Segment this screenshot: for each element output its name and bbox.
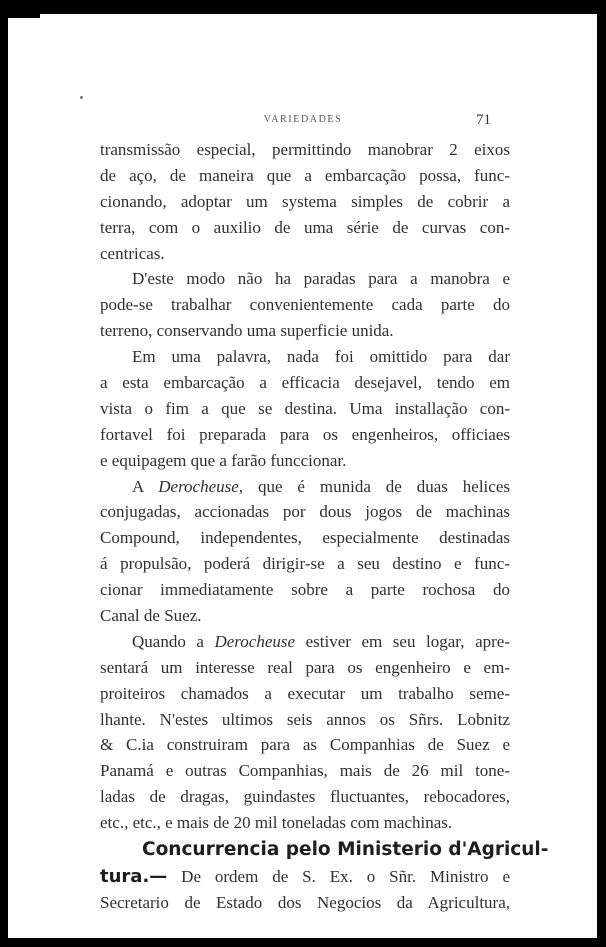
text-line: Compound, independentes, especialmente destinadas <box>100 528 510 548</box>
text-line: Secretario de Estado dos Negocios da Agricultura, <box>100 892 510 912</box>
scan-speck <box>80 96 83 99</box>
ship-name: Derocheuse <box>214 631 296 651</box>
scan-border-left <box>0 0 8 947</box>
text-line: lhante. N'estes ultimos seis annos os Sñrs. Lobnitz <box>100 709 510 729</box>
text-line: pode-se trabalhar convenientemente cada parte do <box>100 295 510 315</box>
text-line: vista o fim a que se destina. Uma installação con- <box>100 398 510 418</box>
text-line: D'este modo não ha paradas para a manobra e <box>132 269 510 289</box>
text-line: e equipagem que a farão funccionar. <box>100 450 347 470</box>
text-line: á propulsão, poderá dirigir-se a seu destino e func- <box>100 554 510 574</box>
text-run: que é munida de duas helices <box>243 476 510 496</box>
text-line: ladas de dragas, guindastes fluctuantes, rebocadores, <box>100 787 510 807</box>
text-line: terreno, conservando uma superficie unida. <box>100 321 394 341</box>
text-line: Em uma palavra, nada foi omittido para dar <box>132 347 510 367</box>
text-line <box>100 629 510 655</box>
text-line: fortavel foi preparada para os engenheiros, officiaes <box>100 424 510 444</box>
text-line: terra, com o auxilio de uma série de curvas con- <box>100 217 510 237</box>
running-head: VARIEDADES <box>263 114 343 125</box>
scan-border-top <box>0 0 606 14</box>
text-line: a esta embarcação a efficacia desejavel, tendo em <box>100 373 510 393</box>
text-line <box>100 864 510 890</box>
text-line: sentará um interesse real para os engenheiro e em- <box>100 657 510 677</box>
section-title-end: tura.— <box>100 866 168 888</box>
text-line: Panamá e outras Companhias, mais de 26 mil tone- <box>100 761 510 781</box>
scan-border-bottom <box>0 938 606 947</box>
page-number: 71 <box>476 112 491 128</box>
text-run: A <box>132 476 159 496</box>
text-line: conjugadas, accionadas por dous jogos de machinas <box>100 502 510 522</box>
ship-name: Derocheuse, <box>158 476 244 496</box>
text-line: transmissão especial, permittindo manobrar 2 eixos <box>100 140 510 159</box>
text-line: cionar immediatamente sobre a parte rochosa do <box>100 580 510 600</box>
text-run: estiver em seu logar, apre- <box>295 631 510 651</box>
text-run: De ordem de S. Ex. o Sñr. Ministro e <box>167 867 510 887</box>
text-line: & C.ia construiram para as Companhias de Suez e <box>100 735 510 755</box>
page-body <box>100 137 549 916</box>
text-line: cionando, adoptar um systema simples de cobrir a <box>100 191 510 211</box>
text-line <box>100 474 510 500</box>
section-title: Concurrencia pelo Ministerio d'Agricul- <box>142 839 549 861</box>
text-line: proiteiros chamados a executar um trabalho seme- <box>100 683 510 703</box>
text-line: centricas. <box>100 243 165 263</box>
text-line: Canal de Suez. <box>100 606 202 626</box>
text-line: etc., etc., e mais de 20 mil toneladas com machinas. <box>100 813 453 833</box>
scan-border-right <box>597 0 606 947</box>
text-line: de aço, de maneira que a embarcação possa, func- <box>100 165 510 185</box>
text-run: Quando a <box>132 631 215 651</box>
